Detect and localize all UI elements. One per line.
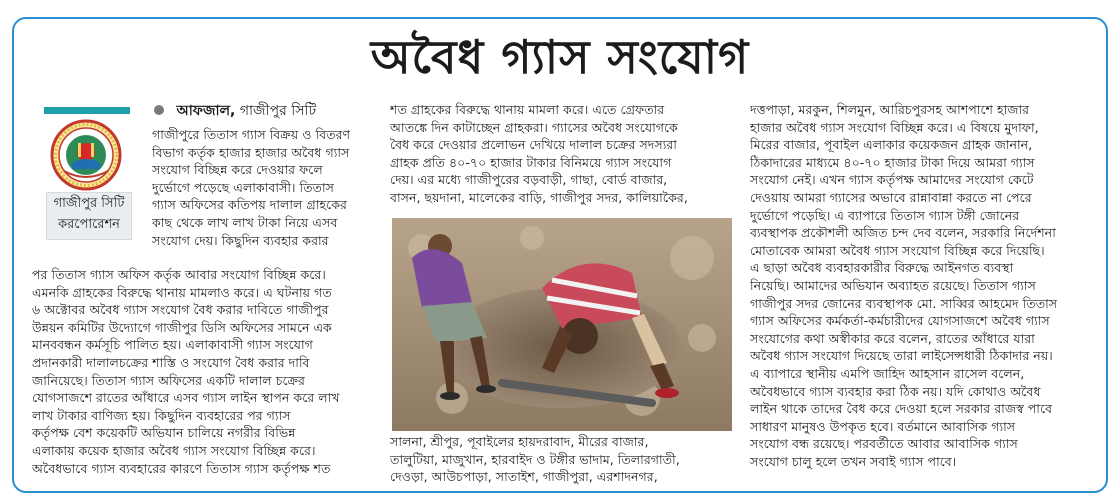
article-line: নিয়েছি। আমাদের অভিযান অব্যাহত রয়েছে। তিতাস গ্যাস: [750, 277, 1036, 293]
article-line: দেওয়ায় আমরা গ্যাসের অভাবে রান্নাবান্না করতে না পেরে: [750, 189, 1032, 205]
byline: [154, 101, 316, 121]
article-line: বিভাগ কর্তৃক হাজার হাজার অবৈধ গ্যাস: [152, 144, 350, 160]
article-column-1-top: [152, 126, 384, 266]
byline-author: আফজাল,: [176, 103, 236, 119]
article-line: দেওড়া, আউচপাড়া, সাতাইশ, গাজীপুরা, এরশাদনগর,: [390, 469, 658, 485]
article-line: বৈধ করে দেওয়ার প্রলোভন দেখিয়ে দালাল চক্রের সদস্যরা: [390, 137, 677, 153]
article-line: গাজীপুর সদর জোনের ব্যবস্থাপক মো. সাব্বির আহমেদ তিতাস: [750, 295, 1058, 311]
article-line: দুর্ভোগে পড়েছি। এ ব্যাপারে তিতাস গ্যাস টঙ্গী জোনের: [750, 207, 1020, 223]
article-line: দুর্ভোগে পড়েছে এলাকাবাসী। তিতাস: [152, 179, 334, 195]
article-line: ব্যবস্থাপক প্রকৌশলী অজিত চন্দ দেব বলেন, সরকারি নির্দেশনা: [750, 225, 1056, 241]
article-line: তালুটিয়া, মাজুখান, হারবাইদ ও টঙ্গীর ভাদাম, তিলারগাতী,: [390, 451, 680, 467]
article-line: গাজীপুরে তিতাস গ্যাস বিক্রয় ও বিতরণ: [152, 127, 351, 142]
article-line: ঠিকাদারের মাধ্যমে ৪০-৭০ হাজার টাকা দিয়ে আমরা গ্যাস: [750, 154, 1035, 170]
article-line: কর্তৃপক্ষ বেশ কয়েকটি অভিযান চালিয়ে নগরীর বিভিন্ন: [32, 425, 296, 441]
article-line: যোগসাজশে রাতের আঁধারে এসব গ্যাস লাইন স্থাপন করে লাখ: [32, 390, 340, 406]
article-line: মানববন্ধন কর্মসূচি পালিত হয়। এলাকাবাসী গ্যাস সংযোগ: [32, 337, 313, 353]
article-line: সংযোগ নেই। এখন গ্যাস কর্তৃপক্ষ আমাদের সংযোগ কেটে: [750, 172, 1034, 188]
article-column-1-bottom: [32, 266, 384, 493]
article-line: দেয়। এর মধ্যে গাজীপুরের বড়বাড়ী, গাছা, বোর্ড বাজার,: [390, 172, 668, 188]
article-line: দত্তপাড়া, মরকুন, শিলমুন, আরিচপুরসহ আশপাশে হাজার: [750, 102, 1030, 117]
article-line: প্রদানকারী দালালচক্রের শাস্তি ও সংযোগ বৈধ করার দাবি: [32, 354, 310, 370]
logo-caption: গাজীপুর সিটি করপোরেশন: [46, 192, 132, 240]
article-line: গ্রাহক প্রতি ৪০-৭০ হাজার টাকার বিনিময়ে গ্যাস সংযোগ: [390, 154, 672, 170]
article-line: উন্নয়ন কমিটির উদ্যোগে গাজীপুর ডিসি অফিসের সামনে এক: [32, 319, 332, 335]
article-line: সংযোগ বিচ্ছিন্ন করে দেওয়ার ফলে: [152, 162, 323, 178]
article-line: এ ছাড়া অবৈধ ব্যবহারকারীর বিরুদ্ধে আইনগত ব্যবস্থা: [750, 260, 1014, 276]
article-line: বাসন, ছয়দানা, মালেকের বাড়ি, গাজীপুর সদর, কালিয়াকৈর,: [390, 189, 688, 205]
article-line: পর তিতাস গ্যাস অফিস কর্তৃক আবার সংযোগ বিচ্ছিন্ন করে।: [32, 267, 326, 282]
bullet-icon: [154, 105, 164, 115]
article-line: আতঙ্কে দিন কাটাচ্ছেন গ্রাহকরা। গ্যাসের অবৈধ সংযোগকে: [390, 119, 678, 135]
article-column-2-bottom: [390, 433, 720, 493]
article-line: সালনা, শ্রীপুর, পূবাইলের হায়দরাবাদ, মীরের বাজার,: [390, 434, 649, 449]
article-line: সাধারণ মানুষও উপকৃত হবে। বর্তমানে আবাসিক গ্যাস: [750, 418, 1016, 434]
article-line: অবৈধ গ্যাস সংযোগ দিয়েছে তারা লাইসেন্সধারী ঠিকাদার নয়।: [750, 348, 1053, 364]
article-line: হাজার অবৈধ গ্যাস সংযোগ বিচ্ছিন্ন করে। এ বিষয়ে মুদাফা,: [750, 119, 1039, 135]
article-line: লাইন থাকে তাদের বৈধ করে দেওয়া হলে সরকার রাজস্ব পাবে: [750, 401, 1053, 417]
article-line: লাখ টাকার বাণিজ্য হয়। কিছুদিন ব্যবহারের পর গ্যাস: [32, 407, 291, 423]
article-line: এ ব্যাপারে স্থানীয় এমপি জাহিদ আহসান রাসেল বলেন,: [750, 365, 1025, 381]
article-line: মোতাবেক আমরা অবৈধ গ্যাস সংযোগ বিচ্ছিন্ন করে দিয়েছি।: [750, 242, 1045, 258]
article-line: সংযোগ বন্ধ রয়েছে। পরবর্তীতে আবার আবাসিক গ্যাস: [750, 436, 1018, 452]
article-line: অবৈধভাবে গ্যাস ব্যবহারের কারণে তিতাস গ্যাস কর্তৃপক্ষ শত: [32, 460, 331, 476]
article-column-2-top: [390, 101, 720, 236]
article-line: সংযোগ চালু হলে তখন সবাই গ্যাস পাবে।: [750, 453, 957, 469]
article-line: অবৈধভাবে গ্যাস ব্যবহার করা ঠিক নয়। যদি কোথাও অবৈধ: [750, 383, 1041, 399]
city-corporation-logo: [50, 119, 122, 191]
byline-location: গাজীপুর সিটি: [239, 103, 317, 119]
article-line: গ্যাস অফিসের কতিপয় দালাল গ্রাহকের: [152, 197, 347, 213]
byline-rule: [44, 107, 130, 114]
article-line: মিরের বাজার, পূবাইল এলাকার কয়েকজন গ্রাহক জানান,: [750, 137, 1033, 153]
headline: অবৈধ গ্যাস সংযোগ: [370, 30, 750, 84]
article-line: এমনকি গ্রাহকের বিরুদ্ধে থানায় মামলাও করে। এ ঘটনায় গত: [32, 284, 332, 300]
article-line: সংযোগের কথা অস্বীকার করে বলেন, রাতের আঁধারে যারা: [750, 330, 1035, 346]
newspaper-clipping: [12, 17, 1108, 493]
article-column-3: [750, 101, 1102, 493]
article-line: সংযোগ দেয়। কিছুদিন ব্যবহার করার: [152, 232, 329, 248]
article-line: কাছ থেকে লাখ লাখ টাকা নিয়ে এসব: [152, 214, 338, 230]
article-line: ৬ অক্টোবর অবৈধ গ্যাস সংযোগ বৈধ করার দাবিতে গাজীপুর: [32, 302, 329, 318]
article-line: এলাকায় কয়েক হাজার অবৈধ গ্যাস সংযোগ বিচ্ছিন্ন করে।: [32, 442, 316, 458]
news-photo: [392, 218, 732, 431]
article-line: শত গ্রাহকের বিরুদ্ধে থানায় মামলা করে। এতে গ্রেফতার: [390, 102, 665, 117]
article-line: গ্যাস অফিসের কর্মকর্তা-কর্মচারীদের যোগসাজশে অবৈধ গ্যাস: [750, 313, 1050, 329]
article-line: জানিয়েছে। তিতাস গ্যাস অফিসের একটি দালাল চক্রের: [32, 372, 305, 388]
